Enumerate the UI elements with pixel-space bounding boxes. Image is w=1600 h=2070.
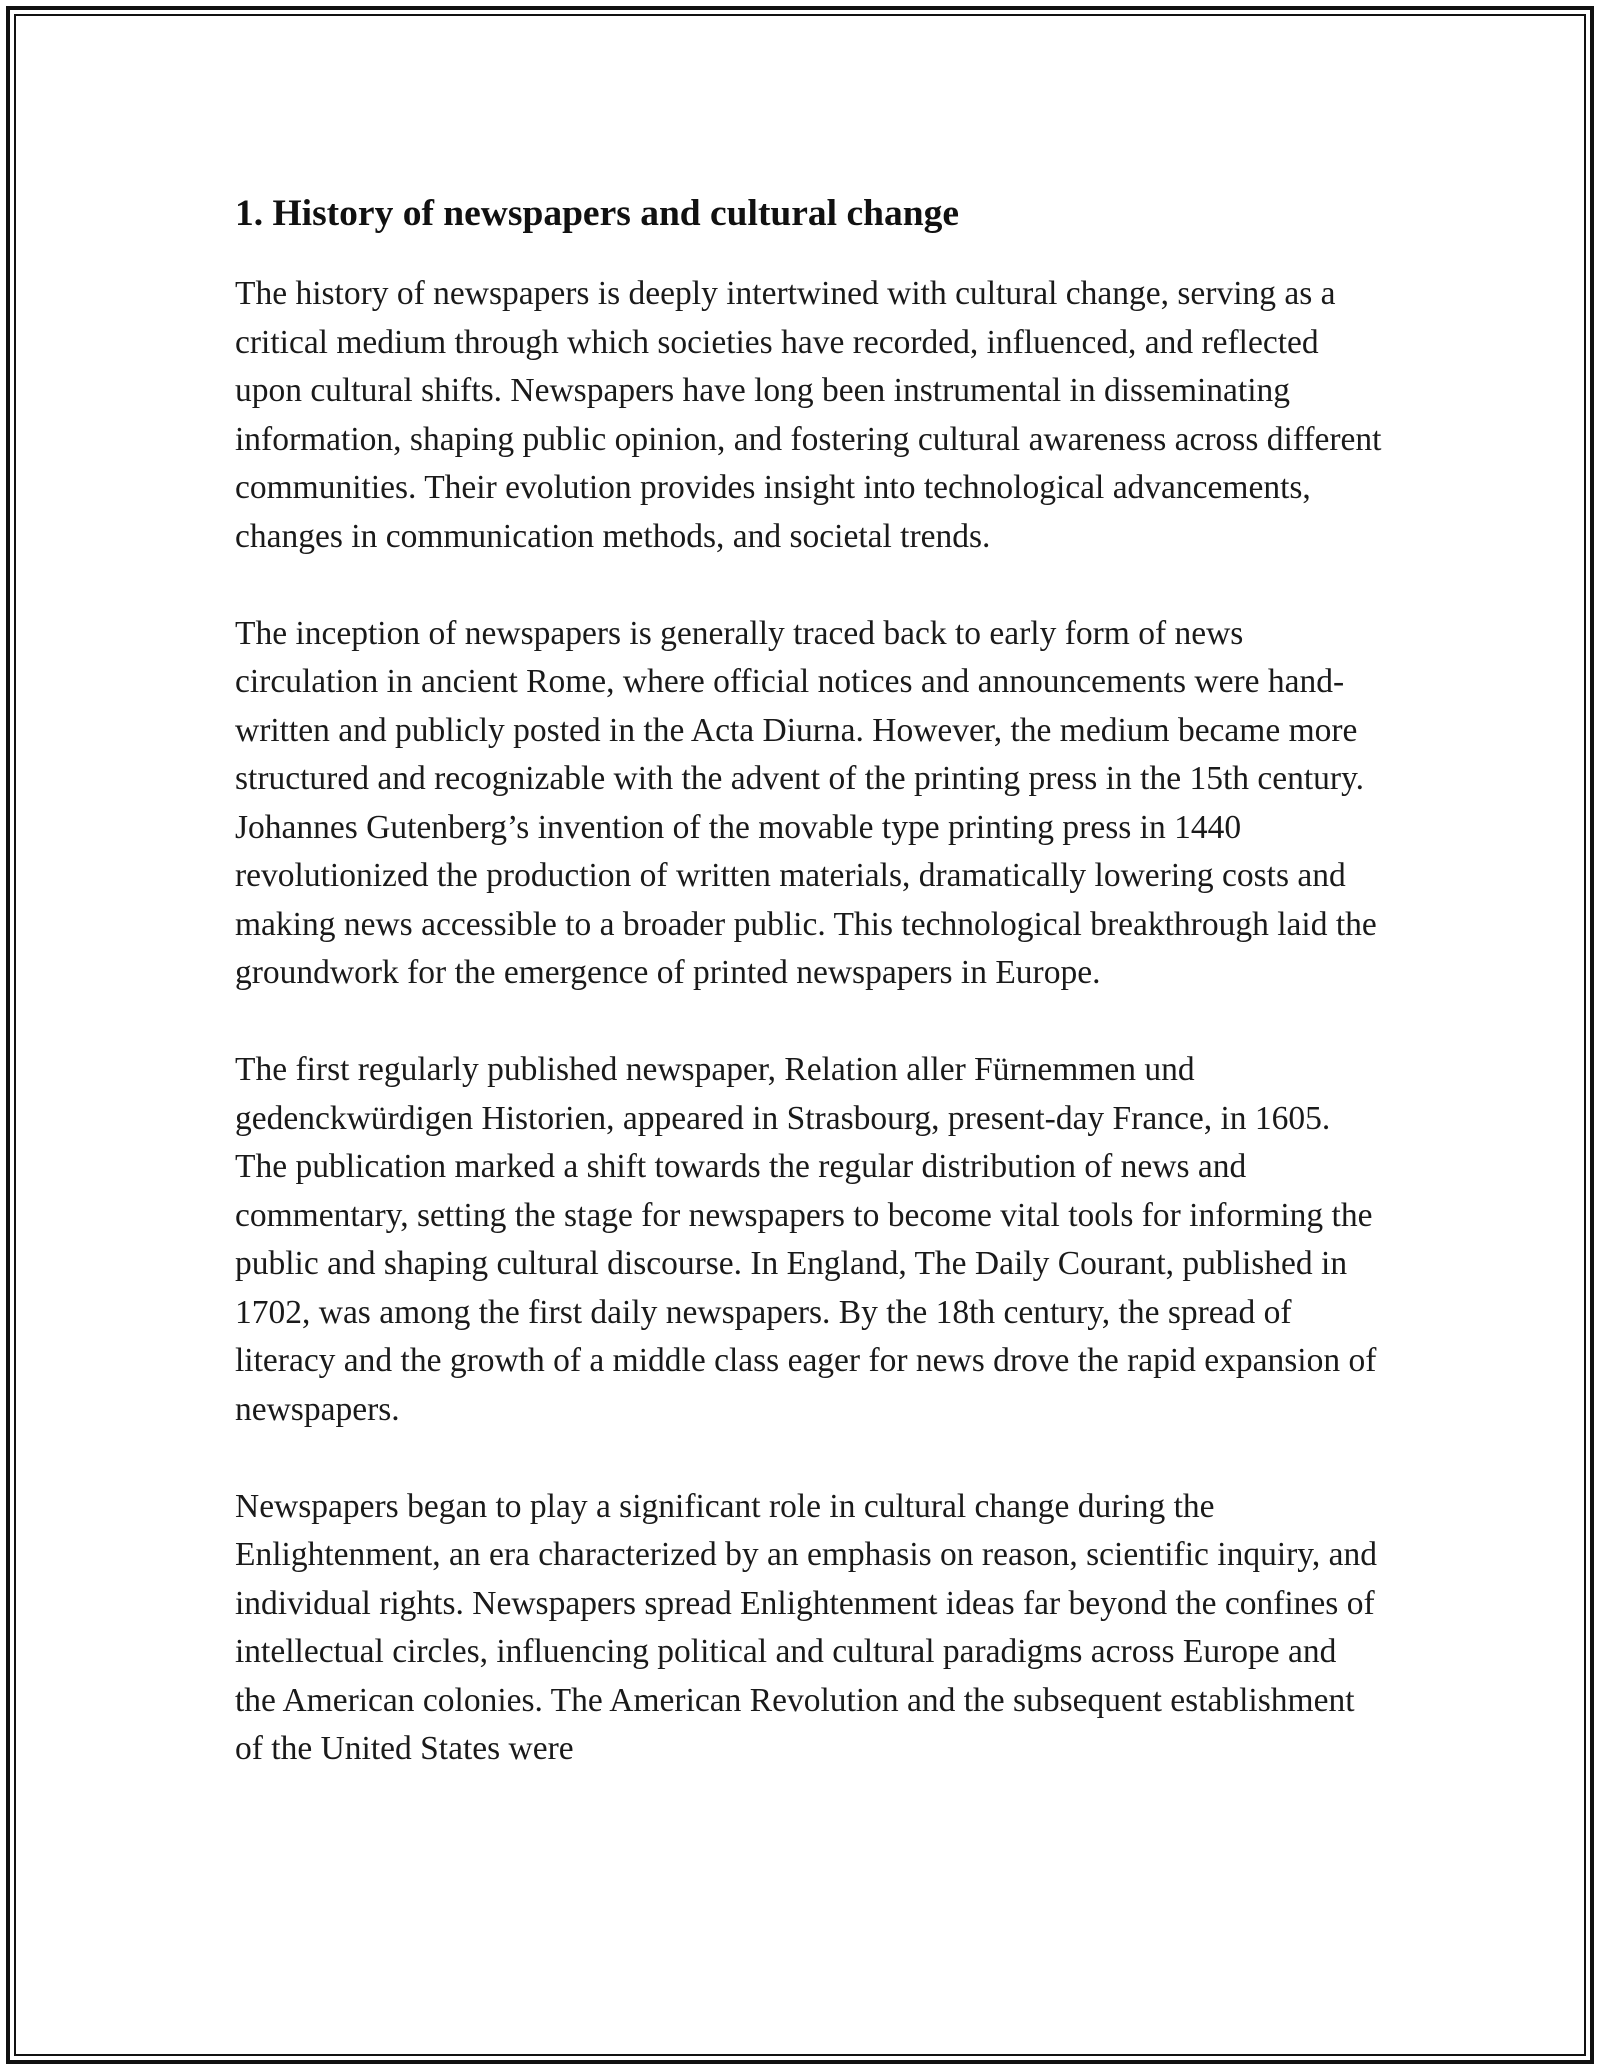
paragraph-enlightenment: Newspapers began to play a significant role in cultural change during the Enlightenment, an era characterized by an emphasis on reason, scientific inquiry, and individual rights. Newspapers spread Enlightenment ideas far beyond the confines of intellectual circles, influencing political and cultural paradigms across Europe and the American colonies. The American Revolution and the subsequent establishment of the United States were (235, 1487, 1377, 1767)
paragraph-first-newspapers: The first regularly published newspaper, Relation aller Fürnemmen und gedenckwürdigen Historien, appeared in Strasbourg, present-day France, in 1605. The publication marked a shift towards the regular distribution of news and commentary, setting the stage for newspapers to become vital tools for informing the public and shaping cultural discourse. In England, The Daily Courant, published in 1702, was among the first daily newspapers. By the 18th century, the spread of literacy and the growth of a middle class eager for news drove the rapid expansion of newspapers. (235, 1051, 1377, 1428)
paragraph-inception: The inception of newspapers is generally traced back to early form of news circulation in ancient Rome, where official notices and announcements were hand-written and publicly posted in the Acta Diurna. However, the medium became more structured and recognizable with the advent of the printing press in the 15th century. Johannes Gutenberg’s invention of the movable type printing press in 1440 revolutionized the production of written materials, dramatically lowering costs and making news accessible to a broader public. This technological breakthrough laid the groundwork for the emergence of printed newspapers in Europe. (235, 614, 1377, 991)
section-heading: 1. History of newspapers and cultural change (235, 193, 959, 234)
paragraph-introduction: The history of newspapers is deeply intertwined with cultural change, serving as a critical medium through which societies have recorded, influenced, and reflected upon cultural shifts. Newspapers have long been instrumental in disseminating information, shaping public opinion, and fostering cultural awareness across different communities. Their evolution provides insight into technological advancements, changes in communication methods, and societal trends. (235, 275, 1382, 555)
document-body (235, 188, 1385, 1822)
